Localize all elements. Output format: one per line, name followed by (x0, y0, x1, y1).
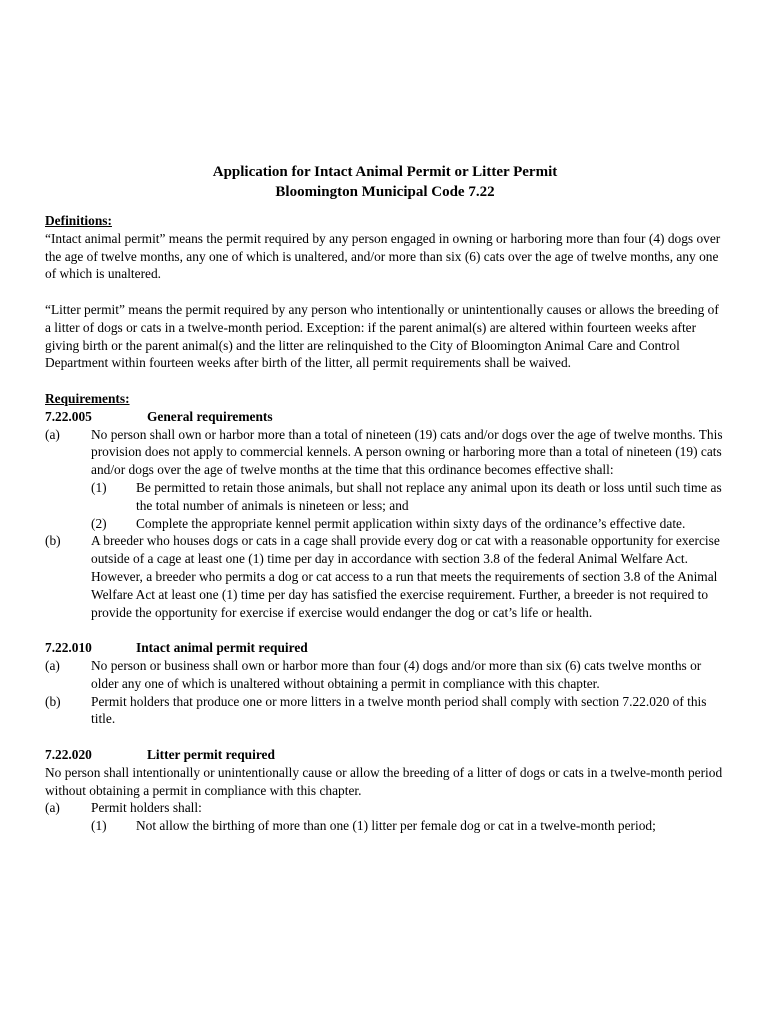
clause-text: Permit holders shall: (91, 800, 202, 816)
subclause-2 (91, 515, 725, 533)
section-number: 7.22.010 (45, 640, 92, 656)
clause-text: No person shall own or harbor more than a total of nineteen (19) cats and/or dogs over the age of twelve months. This provision does not apply to commercial kennels. A person owning or harboring more than a total of nineteen (19) cats and/or dogs over the age of twelve months at the time that this ordinance becomes effective shall: (91, 426, 723, 478)
subclause-label: (2) (91, 515, 107, 531)
clause-text: No person or business shall own or harbor more than four (4) dogs and/or more than six (6) cats twelve months or older any one of which is unaltered without obtaining a permit in compliance with this chapter. (91, 657, 702, 691)
subclause-text: Complete the appropriate kennel permit application within sixty days of the ordinance’s effective date. (136, 515, 686, 531)
document-title (0, 162, 770, 202)
clause-a (45, 426, 725, 479)
section-number: 7.22.020 (45, 746, 92, 762)
title-line-2: Bloomington Municipal Code 7.22 (275, 184, 495, 200)
subclause-label: (1) (91, 818, 107, 834)
title-line-1: Application for Intact Animal Permit or Litter Permit (212, 164, 558, 180)
clause-text: A breeder who houses dogs or cats in a cage shall provide every dog or cat with a reasonable opportunity for exercise outside of a cage at least one (1) time per day in accordance with section 3.8 of the federal Animal Welfare Act. However, a breeder who permits a dog or cat access to a run that meets the requirements of section 3.8 of the Animal Welfare Act at least one (1) time per day has satisfied the exercise requirement. Further, a breeder is not required to provide the opportunity for exercise if exercise would endanger the dog or cat’s life or health. (91, 533, 720, 620)
definitions-heading: Definitions: (45, 213, 112, 228)
section-title: Intact animal permit required (136, 640, 308, 656)
clause-label: (a) (45, 800, 60, 816)
clause-b (45, 532, 725, 621)
clause-a (45, 799, 725, 817)
clause-b (45, 693, 725, 729)
subclause-label: (1) (91, 479, 107, 495)
subclause-text: Not allow the birthing of more than one (1) litter per female dog or cat in a twelve-month period; (136, 818, 656, 834)
section-heading-7-22-010 (45, 639, 725, 657)
clause-label: (a) (45, 657, 60, 673)
clause-label: (a) (45, 426, 60, 442)
clause-a (45, 657, 725, 693)
section-intro: No person shall intentionally or unintentionally cause or allow the breeding of a litter of dogs or cats in a twelve-month period without obtaining a permit in compliance with this chapter. (45, 764, 723, 798)
subclause-text: Be permitted to retain those animals, but shall not replace any animal upon its death or loss until such time as the total number of animals is nineteen or less; and (136, 479, 722, 513)
section-title: General requirements (147, 408, 273, 424)
clause-label: (b) (45, 533, 61, 549)
section-heading-7-22-005 (45, 408, 725, 426)
requirements-heading: Requirements: (45, 390, 130, 406)
subclause-1 (91, 479, 725, 515)
subclause-1 (91, 817, 725, 835)
clause-label: (b) (45, 693, 61, 709)
section-title: Litter permit required (147, 746, 275, 762)
clause-text: Permit holders that produce one or more litters in a twelve month period shall comply with section 7.22.020 of this title. (91, 693, 707, 727)
document-body (45, 212, 725, 835)
section-heading-7-22-020 (45, 746, 725, 764)
litter-permit-definition: “Litter permit” means the permit required by any person who intentionally or unintentionally causes or allows the breeding of a litter of dogs or cats in a twelve-month period. Exception: if the parent animal(s) are altered within fourteen weeks after giving birth or the parent animal(s) and the litter are relinquished to the City of Bloomington Animal Care and Control Department within fourteen weeks after birth of the litter, all permit requirements shall be waived. (45, 301, 719, 371)
section-number: 7.22.005 (45, 408, 92, 424)
intact-animal-permit-definition: “Intact animal permit” means the permit required by any person engaged in owning or harboring more than four (4) dogs over the age of twelve months, any one of which is unaltered, and/or more than six (6) cats over the age of twelve months, any one of which is unaltered. (45, 230, 721, 282)
